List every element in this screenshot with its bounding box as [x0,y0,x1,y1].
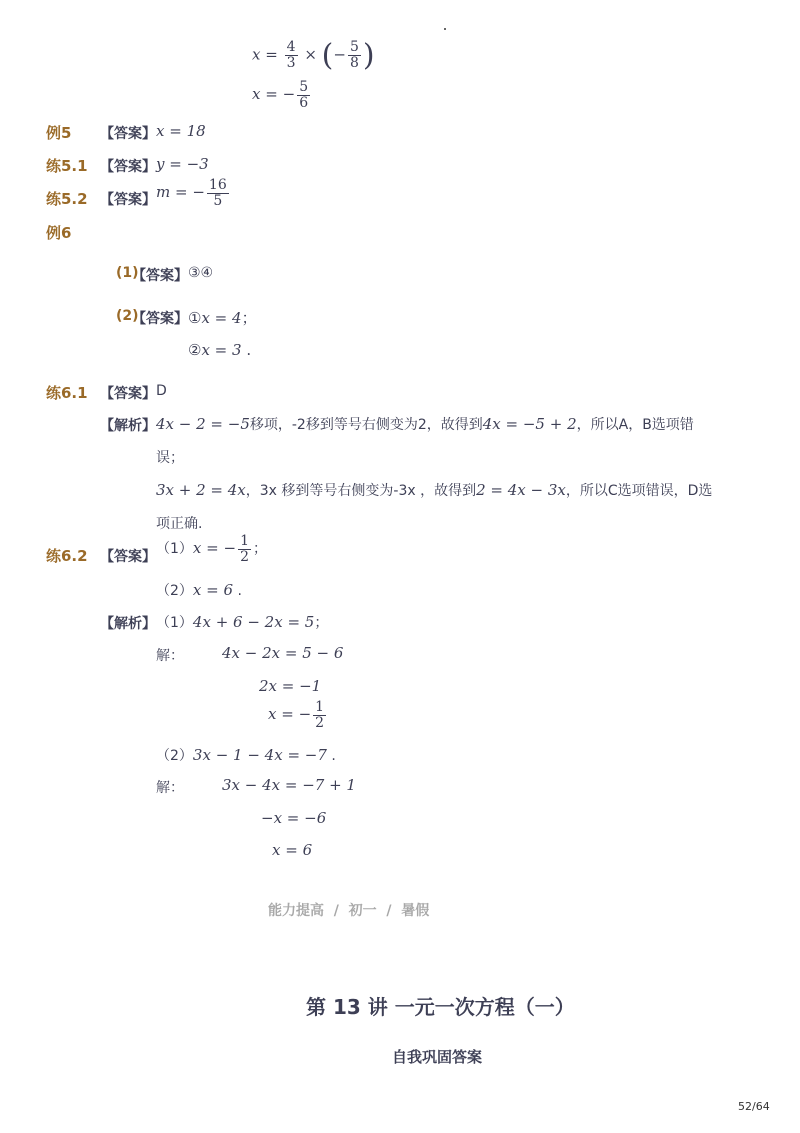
top-equation-1: x = $\frac{4}{3}$ × (− $\frac{5}{8}$ ) [252,38,375,73]
practice-5-1-answer-tag: 【答案】 [100,159,156,175]
example-6-label: 例6 [46,224,72,242]
practice-6-2-step-1-line-3: x = − $\frac{1}{2}$ [268,699,325,731]
practice-6-2-analysis-tag: 【解析】 [100,616,156,632]
example-6-part-2-line-2: ②x = 3 . [188,341,252,359]
practice-6-2-step-1-line-1: 4x − 2x = 5 − 6 [222,644,344,662]
practice-6-1-analysis-line-3: 3x + 2 = 4x，3x 移到等号右侧变为-3x ，故得到2 = 4x − 3x，所以C选项错误，D选 [156,481,713,499]
example-6-part-2-line-1: ①x = 4； [188,309,257,327]
practice-5-2-label: 练5.2 [46,190,88,208]
practice-6-1-analysis-tag: 【解析】 [100,418,156,434]
practice-6-2-label: 练6.2 [46,547,88,565]
section-title: 第 13 讲 一元一次方程（一） [306,995,575,1019]
practice-6-1-label: 练6.1 [46,384,88,402]
practice-6-2-step-2-line-2: −x = −6 [261,809,327,827]
practice-6-1-analysis-line-2: 误； [156,450,184,466]
practice-6-2-step-2-line-1: 3x − 4x = −7 + 1 [222,776,356,794]
practice-6-2-step-1: （1）4x + 6 − 2x = 5； [156,613,329,631]
practice-6-1-answer-tag: 【答案】 [100,386,156,402]
example-6-part-1-number: (1) [116,265,139,281]
practice-6-2-answer-2: （2）x = 6 . [156,581,242,599]
example-5-label: 例5 [46,124,72,142]
page-footer: 能力提高 / 初一 / 暑假 [268,903,430,919]
practice-5-1-label: 练5.1 [46,157,88,175]
practice-5-1-answer: y = −3 [156,155,209,173]
example-5-answer: x = 18 [156,122,206,140]
practice-6-2-step-2-line-3: x = 6 [272,841,313,859]
practice-6-2-answer-1: （1）x = − $\frac{1}{2}$ ； [156,533,267,565]
practice-6-1-answer: D [156,383,167,399]
practice-6-1-analysis-line-4: 项正确. [156,516,203,532]
example-6-part-1-tag: 【答案】 [132,268,188,284]
top-equation-2: x = − $\frac{5}{6}$ [252,79,309,111]
example-6-part-2-tag: 【答案】 [132,311,188,327]
practice-5-2-answer-tag: 【答案】 [100,192,156,208]
practice-6-2-answer-tag: 【答案】 [100,549,156,565]
example-6-part-2-number: (2) [116,308,139,324]
practice-6-2-solve-label-2: 解： [156,780,184,796]
practice-5-2-answer: m = − $\frac{16}{5}$ [156,177,227,209]
example-6-part-1-answer: ③④ [188,265,214,281]
practice-6-2-step-1-line-2: 2x = −1 [259,677,322,695]
practice-6-2-step-2: （2）3x − 1 − 4x = −7 . [156,746,336,764]
top-mark [444,28,446,30]
practice-6-1-analysis-line-1: 4x − 2 = −5移项，-2移到等号右侧变为2，故得到4x = −5 + 2，所以A，B选项错 [156,415,694,433]
section-subtitle: 自我巩固答案 [392,1048,483,1066]
example-5-answer-tag: 【答案】 [100,126,156,142]
page-number: 52/64 [738,1100,770,1113]
practice-6-2-solve-label-1: 解： [156,648,184,664]
